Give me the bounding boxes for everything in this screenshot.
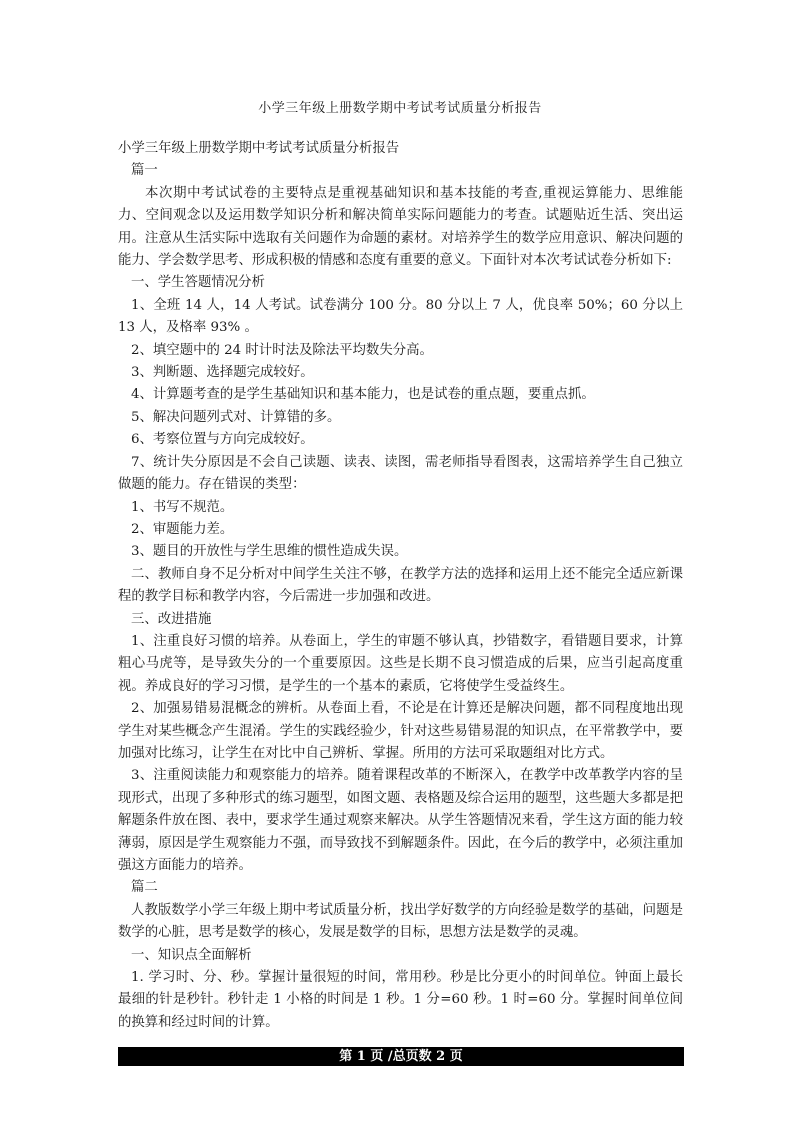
paragraph: 本次期中考试试卷的主要特点是重视基础知识和基本技能的考查,重视运算能力、思维能力、空间观念以及运用数学知识分析和解决简单实际问题能力的考查。试题贴近生活、突出运用。注意从生活实际中选取有关问题作为命题的素材。对培养学生的数学应用意识、解决问题的能力、学会数学思考、形成积极的情感和态度有重要的意义。下面针对本次考试试卷分析如下: <box>118 185 683 269</box>
paragraph: 2、填空题中的 24 时计时法及除法平均数失分高。 <box>131 342 433 358</box>
paragraph: 人教版数学小学三年级上期中考试质量分析，找出学好数学的方向经验是数学的基础，问题是数学的心脏，思考是数学的核心，发展是数学的目标，思想方法是数学的灵魂。 <box>118 902 683 941</box>
paragraph: 篇二 <box>131 880 158 896</box>
paragraph: 3、注重阅读能力和观察能力的培养。随着课程改革的不断深入，在教学中改革教学内容的呈现形式，出现了多种形式的练习题型，如图文题、表格题及综合运用的题型，这些题大多都是把解题条件放在图、表中，要求学生通过观察来解决。从学生答题情况来看，学生这方面的能力较薄弱，原因是学生观察能力不强，而导致找不到解题条件。因此，在今后的教学中，必须注重加强这方面能力的培养。 <box>118 768 683 873</box>
document-title: 小学三年级上册数学期中考试考试质量分析报告 <box>258 101 542 116</box>
paragraph: 1. 学习时、分、秒。掌握计量很短的时间，常用秒。秒是比分更小的时间单位。钟面上最长最细的针是秒针。秒针走 1 小格的时间是 1 秒。1 分=60 秒。1 时=60 分。掌握时间单位间的换算和经过时间的计算。 <box>118 970 683 1030</box>
paragraph: 1、注重良好习惯的培养。从卷面上，学生的审题不够认真，抄错数字，看错题目要求，计算粗心马虎等，是导致失分的一个重要原因。这些是长期不良习惯造成的后果，应当引起高度重视。养成良好的学习习惯，是学生的一个基本的素质，它将使学生受益终生。 <box>118 633 683 694</box>
paragraph: 2、加强易错易混概念的辨析。从卷面上看，不论是在计算还是解决问题，都不同程度地出现学生对某些概念产生混淆。学生的实践经验少，针对这些易错易混的知识点，在平常教学中，要加强对比练习，让学生在对比中自己辨析、掌握。所用的方法可采取题组对比方式。 <box>118 701 683 761</box>
paragraph: 1、全班 14 人，14 人考试。试卷满分 100 分。80 分以上 7 人，优良率 50%；60 分以上 13 人，及格率 93% 。 <box>118 297 683 336</box>
paragraph: 4、计算题考查的是学生基础知识和基本能力，也是试卷的重点题，要重点抓。 <box>131 387 595 403</box>
paragraph: 1、书写不规范。 <box>131 499 234 515</box>
paragraph: 5、解决问题列式对、计算错的多。 <box>131 409 341 425</box>
paragraph: 2、审题能力差。 <box>131 521 234 537</box>
paragraph: 一、知识点全面解析 <box>131 947 252 963</box>
paragraph: 一、学生答题情况分析 <box>131 275 265 291</box>
paragraph: 3、题目的开放性与学生思维的惯性造成失误。 <box>131 544 408 560</box>
paragraph: 6、考察位置与方向完成较好。 <box>131 432 314 448</box>
paragraph: 三、改进措施 <box>131 611 212 627</box>
document-body <box>118 138 683 1034</box>
paragraph: 3、判断题、选择题完成较好。 <box>131 365 314 381</box>
paragraph: 篇一 <box>131 163 158 179</box>
paragraph: 二、教师自身不足分析对中间学生关注不够，在教学方法的选择和运用上还不能完全适应新课程的教学目标和教学内容，今后需进一步加强和改进。 <box>118 566 683 605</box>
paragraph: 小学三年级上册数学期中考试考试质量分析报告 <box>118 141 400 156</box>
page-footer: 第 1 页 /总页数 2 页 <box>118 1047 684 1066</box>
paragraph: 7、统计失分原因是不会自己读题、读表、读图，需老师指导看图表，这需培养学生自己独立做题的能力。存在错误的类型： <box>118 454 683 493</box>
